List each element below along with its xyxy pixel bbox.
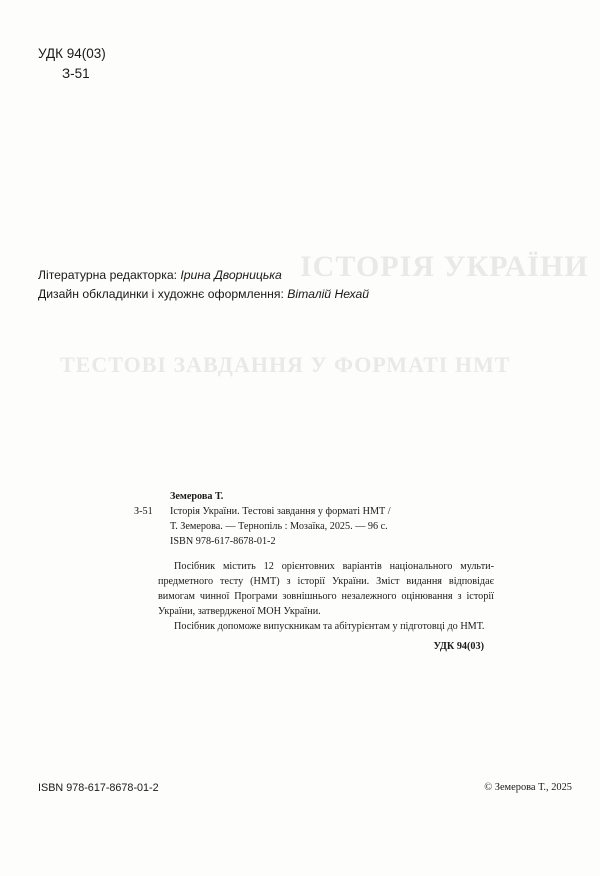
biblio-title-row (134, 504, 494, 519)
annotation-paragraph-1: Посібник містить 12 орієнтовних варіантів національного мульти-предметного тесту (НМТ) з історії України. Зміст видання відповідає вимогам чинної Програми зовнішнього незалежного оцінювання з історії України, затвердженої МОН України. (158, 561, 494, 617)
show-through-subtitle: ТЕСТОВІ ЗАВДАННЯ У ФОРМАТІ НМТ (60, 352, 511, 377)
udk-code: УДК 94(03) (38, 46, 106, 61)
editor-line (38, 266, 369, 285)
editor-label: Літературна редакторка: (38, 268, 177, 282)
udk-header (38, 44, 106, 84)
annotation-paragraph-2: Посібник допоможе випускникам та абітурієнтам у підготовці до НМТ. (174, 621, 485, 632)
biblio-udk: УДК 94(03) (433, 641, 484, 652)
biblio-title-line: Історія України. Тестові завдання у форматі НМТ / (170, 506, 391, 517)
credits (38, 266, 369, 304)
classification-code: З-51 (62, 66, 90, 81)
design-label: Дизайн обкладинки і художнє оформлення: (38, 287, 284, 301)
biblio-isbn: ISBN 978-617-8678-01-2 (170, 536, 276, 547)
biblio-classification: З-51 (134, 506, 153, 517)
design-line (38, 285, 369, 304)
footer-copyright: © Земерова Т., 2025 (484, 782, 572, 793)
footer-isbn: ISBN 978-617-8678-01-2 (38, 782, 159, 794)
editor-name: Ірина Дворницька (180, 268, 282, 282)
biblio-imprint-line: Т. Земерова. — Тернопіль : Мозаїка, 2025. — 96 с. (170, 521, 388, 532)
design-name: Віталій Нехай (287, 287, 370, 301)
show-through-title: ІСТОРІЯ УКРАЇНИ (300, 250, 589, 283)
annotation (134, 559, 494, 634)
biblio-author: Земерова Т. (170, 491, 224, 502)
bibliographic-record (134, 489, 494, 654)
